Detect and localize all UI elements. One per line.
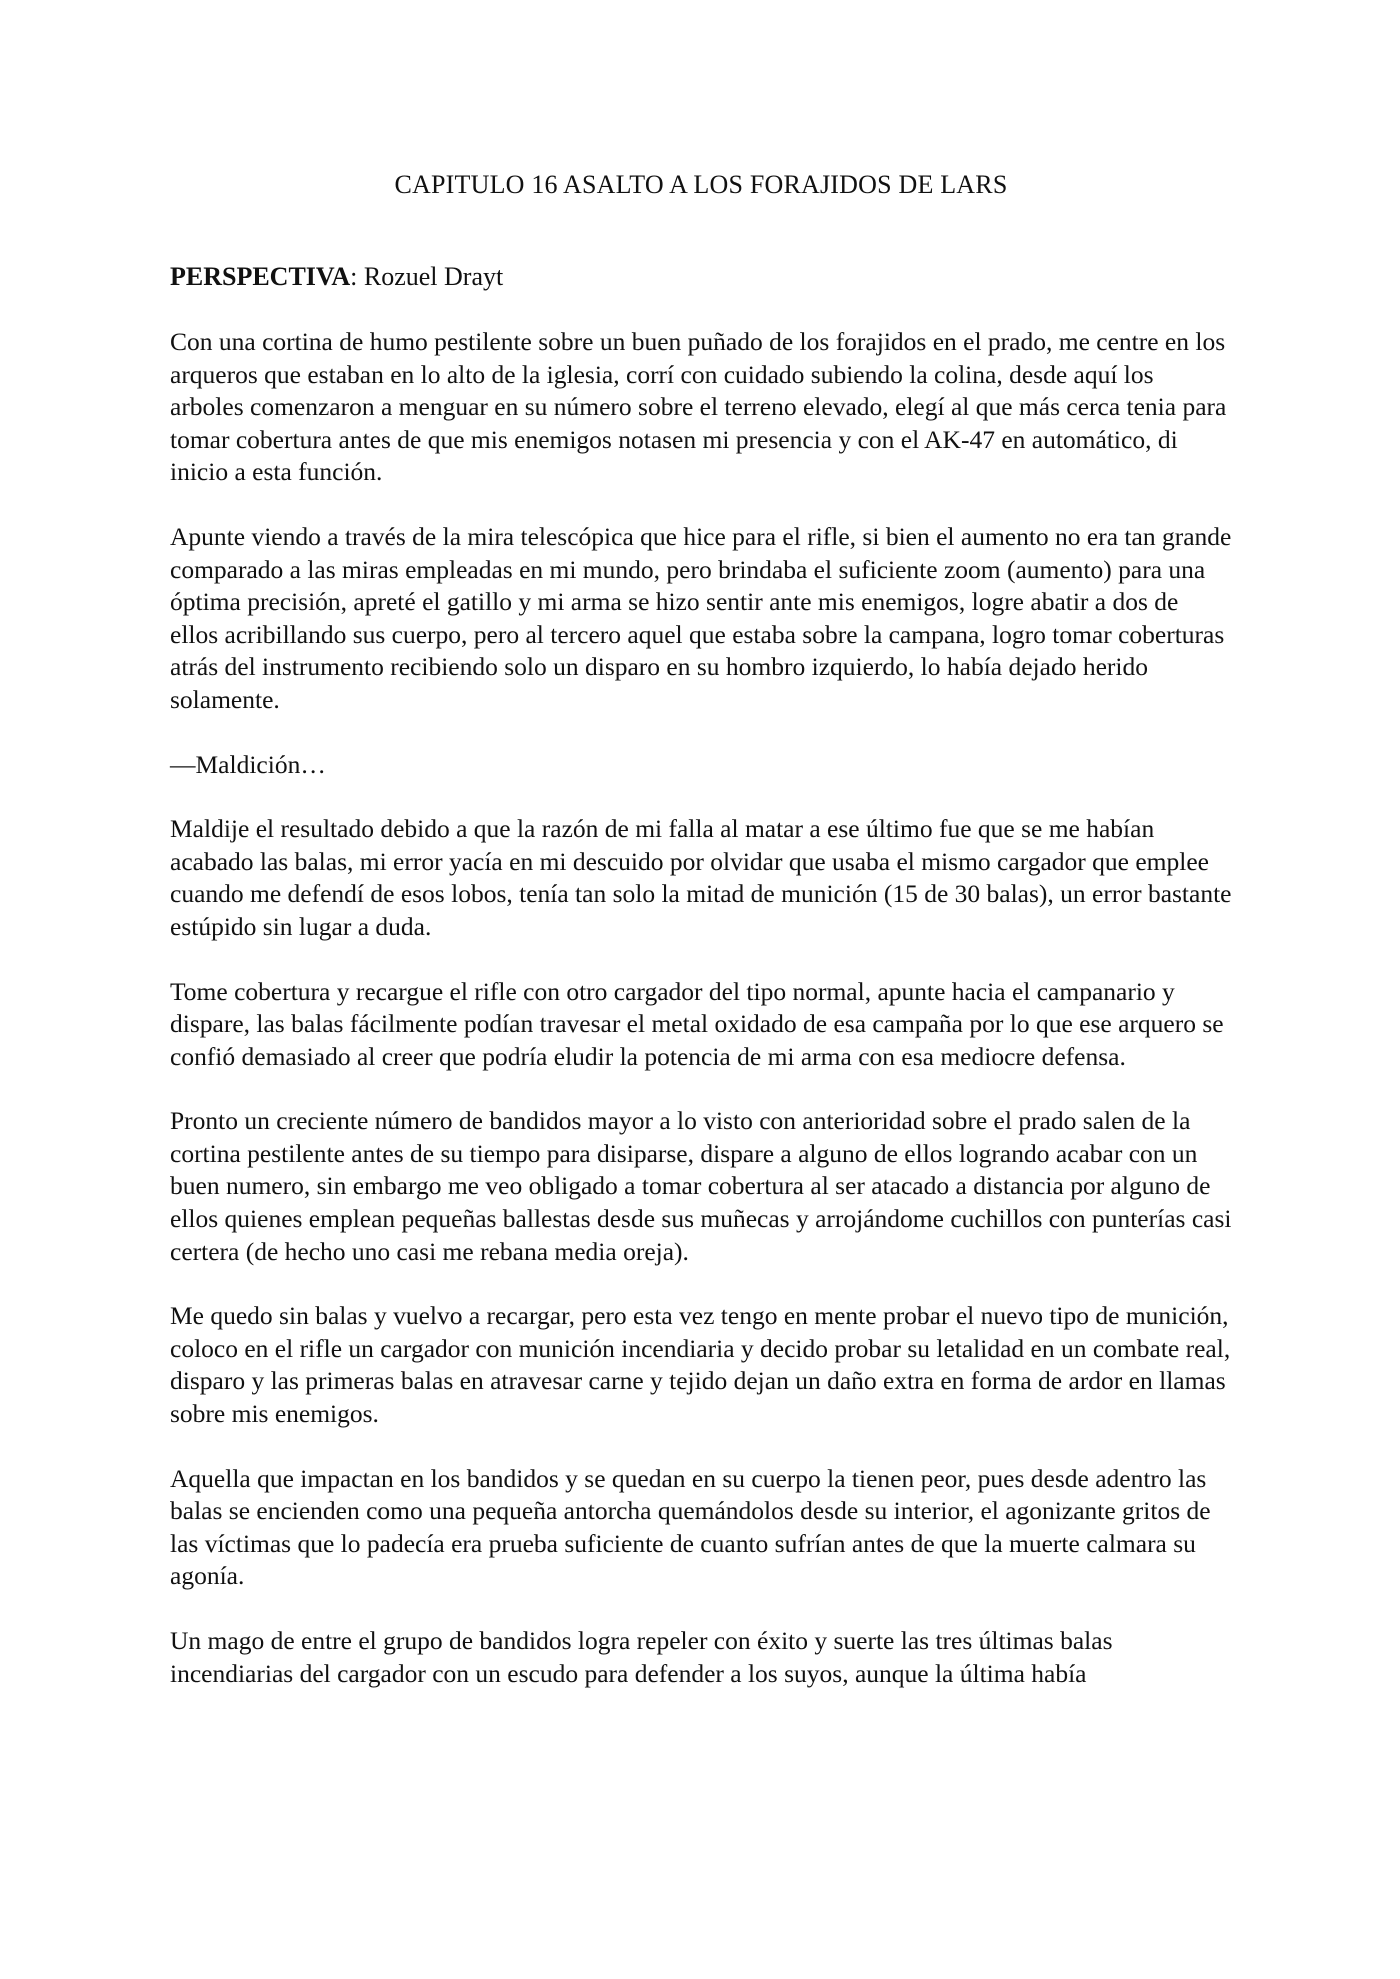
paragraph: Me quedo sin balas y vuelvo a recargar, pero esta vez tengo en mente probar el nuevo tipo de munición, coloco en el rifle un cargador con munición incendiaria y decido probar su letalidad en un combate real, disparo y las primeras balas en atravesar carne y tejido dejan un daño extra en forma de ardor en llamas sobre mis enemigos. — [170, 1301, 1231, 1429]
document-page — [170, 168, 1232, 1722]
paragraph: Con una cortina de humo pestilente sobre un buen puñado de los forajidos en el prado, me centre en los arqueros que estaban en lo alto de la iglesia, corrí con cuidado subiendo la colina, desde aquí los arboles comenzaron a menguar en su número sobre el terreno elevado, elegí al que más cerca tenia para tomar cobertura antes de que mis enemigos notasen mi presencia y con el AK-47 en automático, di inicio a esta función. — [170, 327, 1227, 487]
perspective-line — [170, 260, 1232, 294]
paragraph: Pronto un creciente número de bandidos mayor a lo visto con anterioridad sobre el prado salen de la cortina pestilente antes de su tiempo para disiparse, dispare a alguno de ellos logrando acabar con un buen numero, sin embargo me veo obligado a tomar cobertura al ser atacado a distancia por alguno de ellos quienes emplean pequeñas ballestas desde sus muñecas y arrojándome cuchillos con punterías casi certera (de hecho uno casi me rebana media oreja). — [170, 1106, 1232, 1266]
perspective-separator: : — [350, 262, 358, 291]
chapter-title: CAPITULO 16 ASALTO A LOS FORAJIDOS DE LARS — [394, 170, 1008, 199]
perspective-name: Rozuel Drayt — [357, 262, 504, 291]
perspective-label: PERSPECTIVA — [170, 262, 351, 291]
paragraph: Un mago de entre el grupo de bandidos logra repeler con éxito y suerte las tres últimas balas incendiarias del cargador con un escudo para defender a los suyos, aunque la última había — [170, 1626, 1113, 1688]
paragraph: Apunte viendo a través de la mira telescópica que hice para el rifle, si bien el aumento no era tan grande comparado a las miras empleadas en mi mundo, pero brindaba el suficiente zoom (aumento) para una óptima precisión, apreté el gatillo y mi arma se hizo sentir ante mis enemigos, logre abatir a dos de ellos acribillando sus cuerpo, pero al tercero aquel que estaba sobre la campana, logro tomar coberturas atrás del instrumento recibiendo solo un disparo en su hombro izquierdo, lo había dejado herido solamente. — [170, 521, 1232, 714]
paragraph: Aquella que impactan en los bandidos y se quedan en su cuerpo la tienen peor, pues desde adentro las balas se encienden como una pequeña antorcha quemándolos desde su interior, el agonizante gritos de las víctimas que lo padecía era prueba suficiente de cuanto sufrían antes de que la muerte calmara su agonía. — [170, 1463, 1211, 1591]
paragraph: Tome cobertura y recargue el rifle con otro cargador del tipo normal, apunte hacia el campanario y dispare, las balas fácilmente podían travesar el metal oxidado de esa campaña por lo que ese arquero se confió demasiado al creer que podría eludir la potencia de mi arma con esa mediocre defensa. — [170, 976, 1224, 1071]
paragraph: Maldije el resultado debido a que la razón de mi falla al matar a ese último fue que se me habían acabado las balas, mi error yacía en mi descuido por olvidar que usaba el mismo cargador que emplee cuando me defendí de esos lobos, tenía tan solo la mitad de munición (15 de 30 balas), un error bastante estúpido sin lugar a duda. — [170, 814, 1232, 941]
dialogue-line: —Maldición… — [170, 749, 326, 779]
